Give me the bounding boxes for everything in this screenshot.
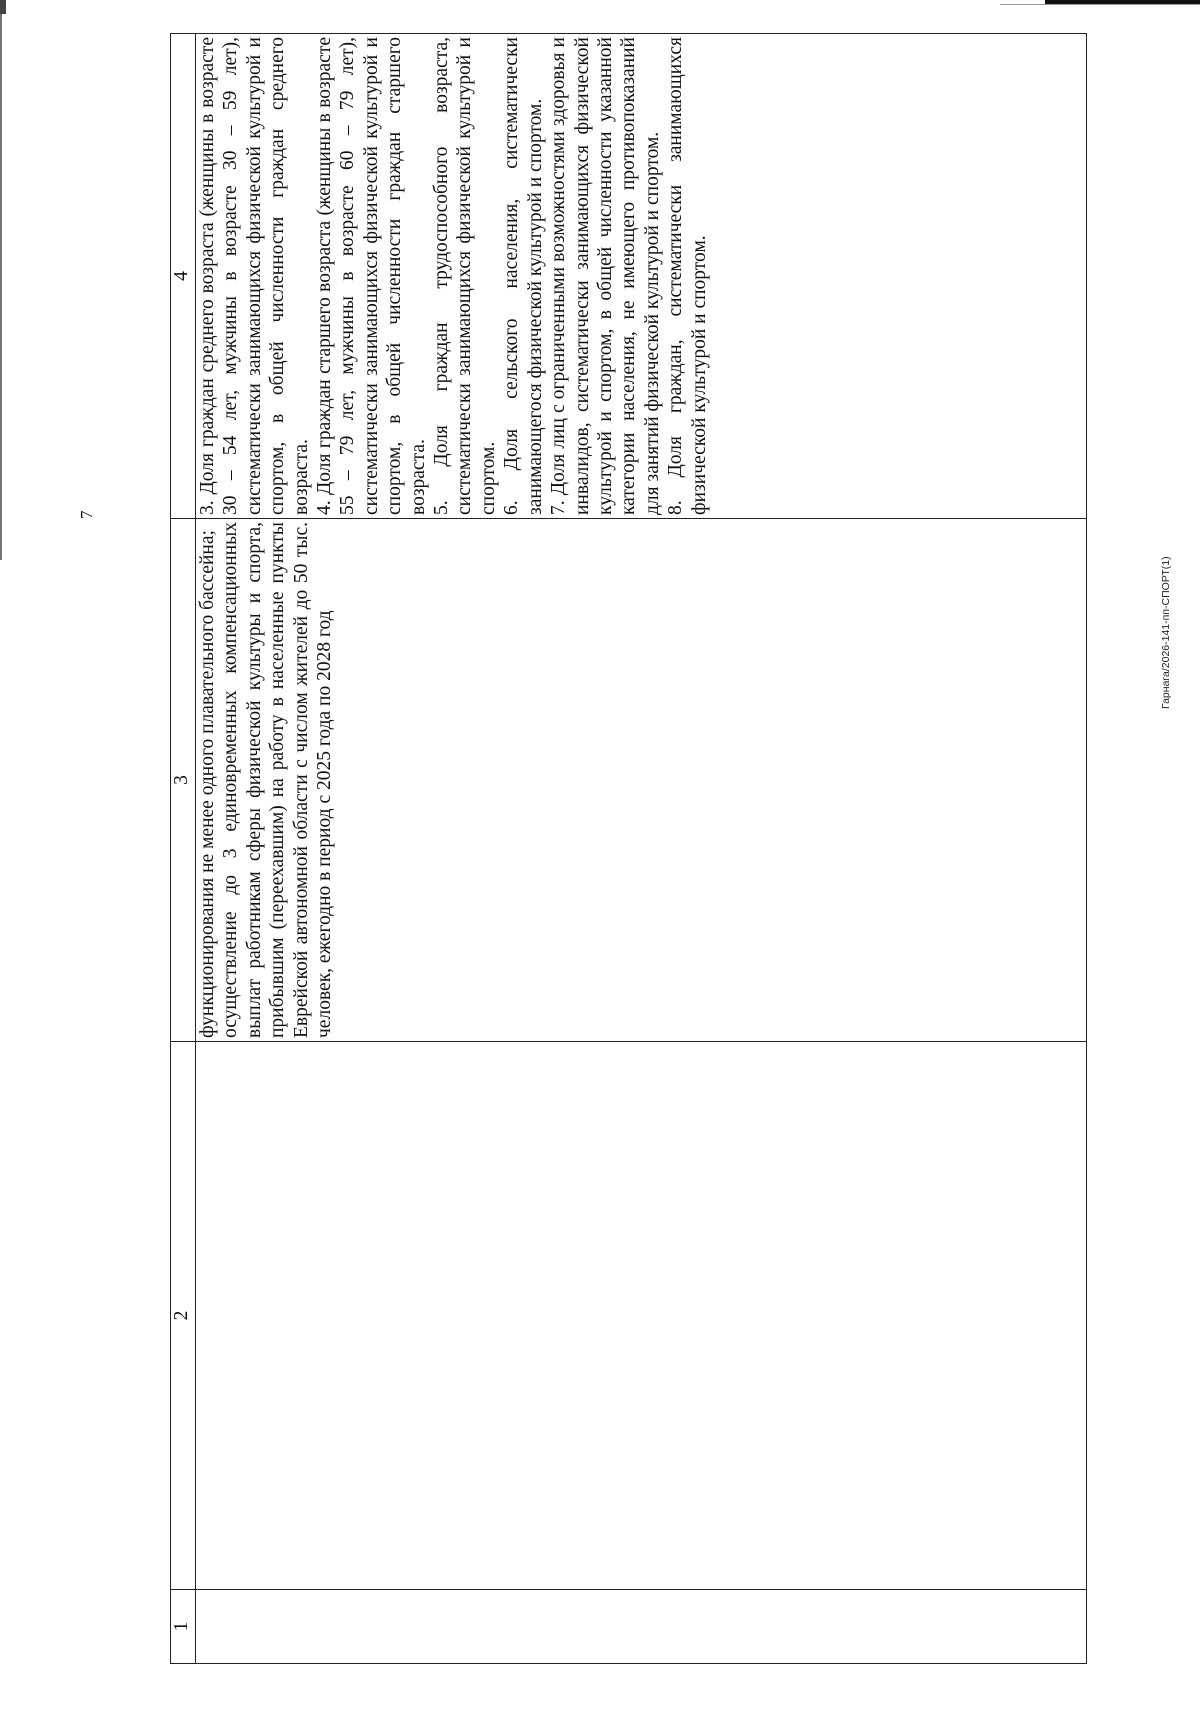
indicator-item-7: 7. Доля лиц с ограниченными возможностями здоровья и инвалидов, систематически занимающихся физической культурой и спортом, в общей численности указанной категории населения, не имеющего противопоказаний для занятий физической культурой и спортом. (548, 37, 663, 515)
indicator-item-3: 3. Доля граждан среднего возраста (женщины в возрасте 30 – 54 лет, мужчины в возрасте 30 – 59 лет), систематически занимающихся физической культурой и спортом, в общей численности граждан среднего возраста. (197, 37, 312, 515)
cell-3-paragraph: функционирования не менее одного плавательного бассейна; (197, 530, 218, 1038)
cell-col-4 (196, 34, 1087, 519)
table-header-row (171, 34, 196, 1664)
document-code: Гарнага/2026-141-пп-СПОРТ(1) (1160, 556, 1172, 709)
header-cell-1: 1 (171, 1590, 196, 1664)
indicator-item-8: 8. Доля граждан, систематически занимающихся физической культурой и спортом. (665, 37, 710, 515)
indicator-item-4: 4. Доля граждан старшего возраста (женщины в возрасте 55 – 79 лет, мужчины в возрасте 60 – 79 лет), систематически занимающихся физической культурой и спортом, в общей численности граждан старшего возраста. (314, 37, 429, 515)
cell-3-paragraph: осуществление до 3 единовременных компенсационных выплат работникам сферы физической культуры и спорта, прибывшим (переехавшим) на работу в населенные пункты Еврейской автономной области с числом жителей до 50 тыс. человек, ежегодно в период с 2025 года по 2028 год (220, 522, 336, 1038)
indicator-item-6: 6. Доля сельского населения, систематически занимающегося физической культурой и спортом. (501, 37, 546, 515)
indicator-item-5: 5. Доля граждан трудоспособного возраста, систематически занимающихся физической культурой и спортом. (431, 37, 499, 515)
header-cell-2: 2 (171, 1042, 196, 1590)
table-row (196, 34, 1087, 1664)
cell-col-2 (196, 1042, 1087, 1590)
document-table (170, 33, 1087, 1664)
header-cell-3: 3 (171, 519, 196, 1042)
header-cell-4: 4 (171, 34, 196, 519)
cell-col-3 (196, 519, 1087, 1042)
cell-col-1 (196, 1590, 1087, 1664)
page-number: 7 (77, 510, 96, 519)
